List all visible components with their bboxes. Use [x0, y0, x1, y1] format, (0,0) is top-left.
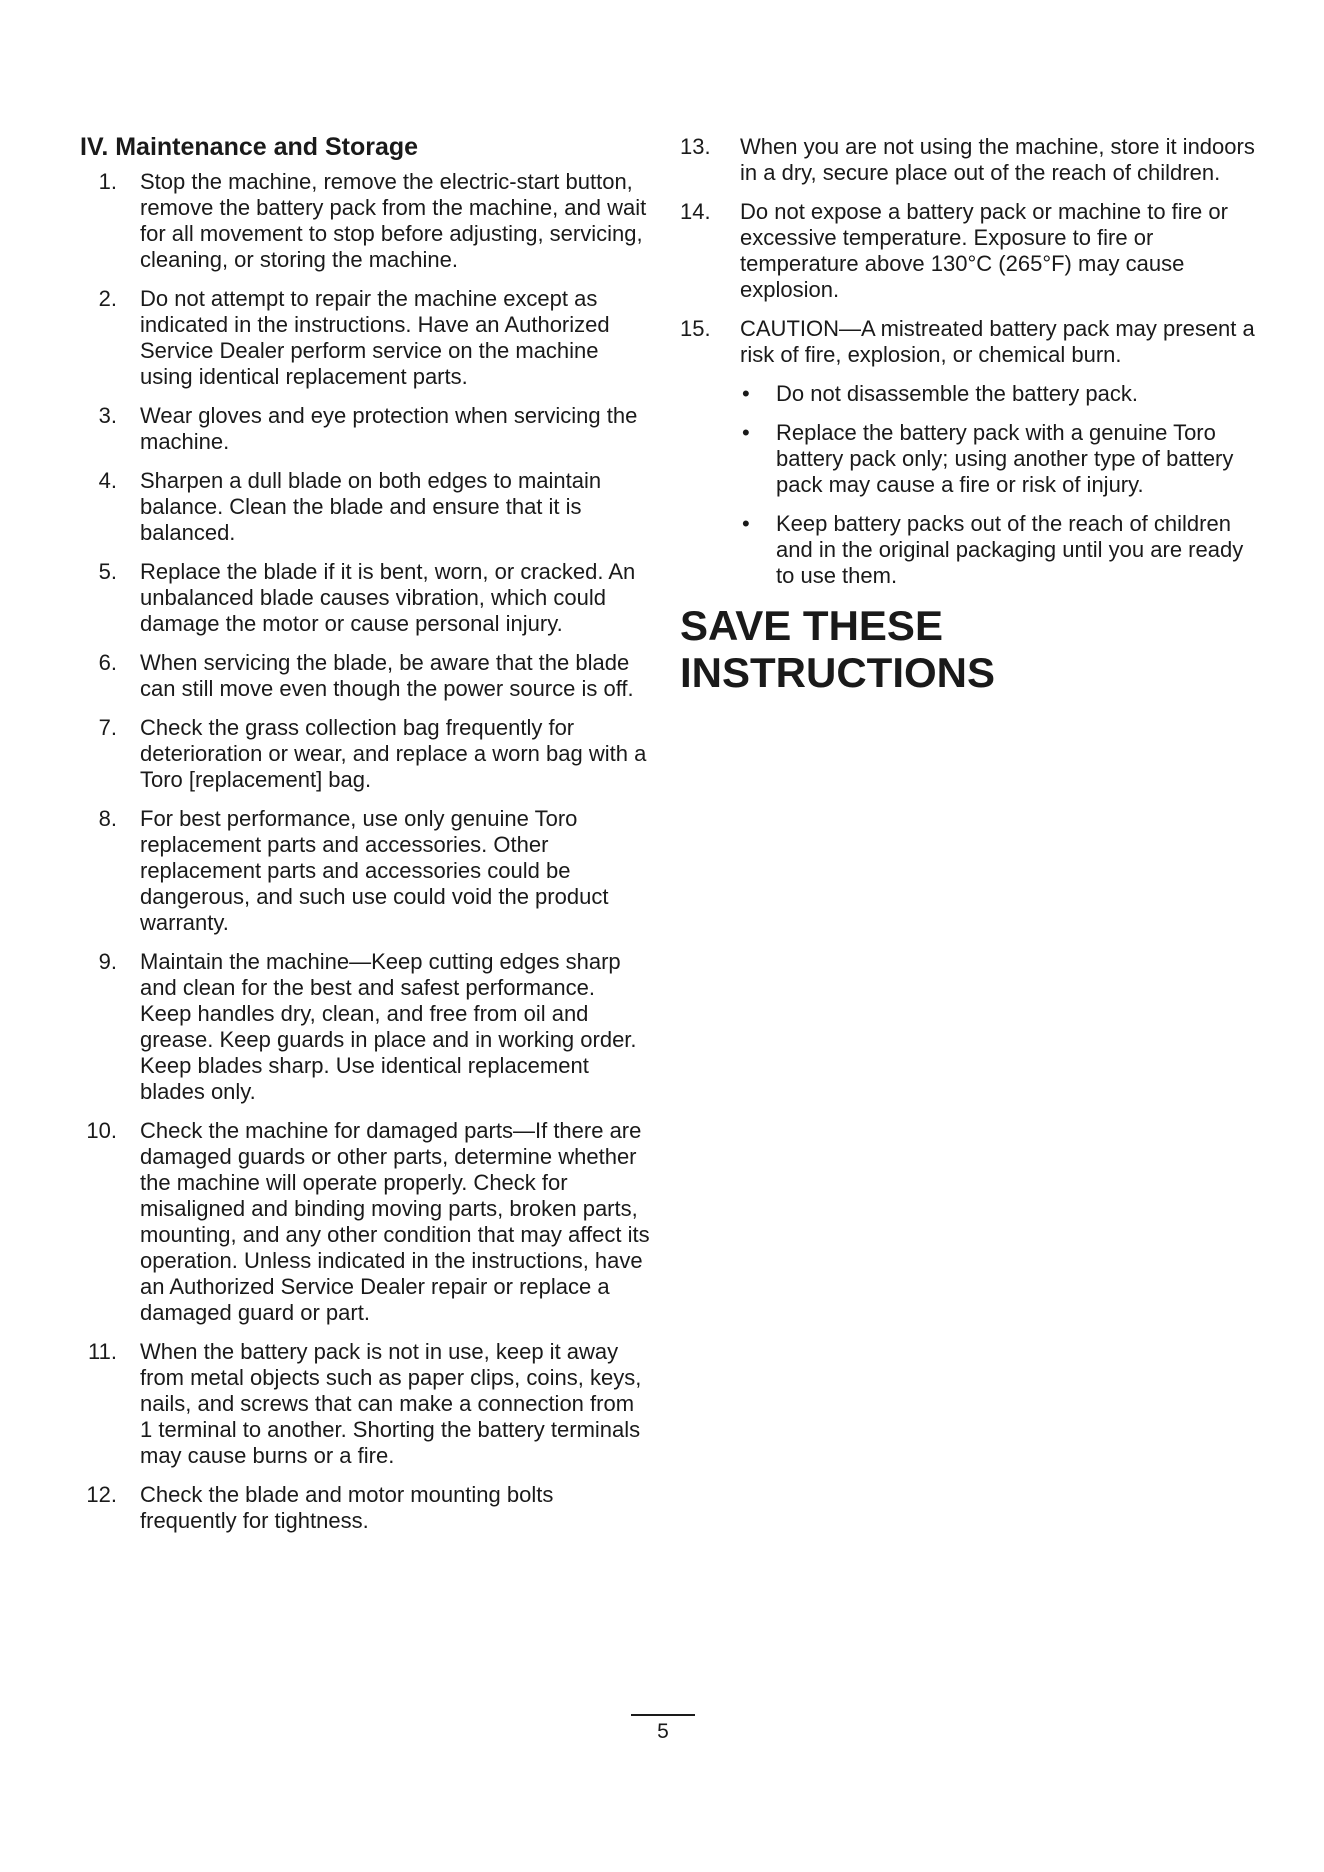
list-item: [80, 949, 650, 1105]
item-number: 13.: [680, 134, 711, 159]
save-heading-line-1: SAVE THESE: [680, 602, 943, 649]
item-number: 3.: [98, 403, 117, 428]
item-text: Do not expose a battery pack or machine to fire or excessive temperature. Exposure to fire or temperature above 130°C (265°F) may cause explosion.: [740, 199, 1228, 302]
item-text: Check the grass collection bag frequently for deterioration or wear, and replace a worn bag with a Toro [replacement] bag.: [140, 715, 647, 792]
item-number: 2.: [98, 286, 117, 311]
bullet-item: [740, 511, 1255, 589]
item-text: Wear gloves and eye protection when servicing the machine.: [140, 403, 638, 454]
list-item: [80, 286, 650, 390]
item-text: When you are not using the machine, store it indoors in a dry, secure place out of the reach of children.: [740, 134, 1255, 185]
item-text: Replace the blade if it is bent, worn, or cracked. An unbalanced blade causes vibration, which could damage the motor or cause personal injury.: [140, 559, 636, 636]
item-number: 12.: [86, 1482, 117, 1507]
item-text: Do not attempt to repair the machine except as indicated in the instructions. Have an Authorized Service Dealer perform service on the machine using identical replacement parts.: [140, 286, 610, 389]
item-number: 5.: [98, 559, 117, 584]
item-text: Check the machine for damaged parts—If there are damaged guards or other parts, determine whether the machine will operate properly. Check for misaligned and binding moving parts, broken parts, mounting, and any other condition that may affect its operation. Unless indicated in the instructions, have an Authorized Service Dealer repair or replace a damaged guard or part.: [140, 1118, 650, 1325]
item-number: 1.: [98, 169, 117, 194]
item-text: Stop the machine, remove the electric-start button, remove the battery pack from the machine, and wait for all movement to stop before adjusting, servicing, cleaning, or storing the machine.: [140, 169, 647, 272]
item-text: CAUTION—A mistreated battery pack may present a risk of fire, explosion, or chemical burn.: [740, 316, 1255, 367]
save-instructions-heading: [680, 602, 1255, 696]
item-text: Check the blade and motor mounting bolts frequently for tightness.: [140, 1482, 554, 1533]
item-text: When the battery pack is not in use, keep it away from metal objects such as paper clips, coins, keys, nails, and screws that can make a connection from 1 terminal to another. Shorting the battery terminals may cause burns or a fire.: [140, 1339, 642, 1468]
item-number: 9.: [98, 949, 117, 974]
bullet-text: Keep battery packs out of the reach of children and in the original packaging until you are ready to use them.: [776, 511, 1244, 588]
item-text: Maintain the machine—Keep cutting edges sharp and clean for the best and safest performance. Keep handles dry, clean, and free from oil and grease. Keep guards in place and in working order. Keep blades sharp. Use identical replacement blades only.: [140, 949, 637, 1104]
list-item: [680, 134, 1255, 186]
item-text: When servicing the blade, be aware that the blade can still move even though the power source is off.: [140, 650, 634, 701]
bullet-icon: •: [742, 381, 750, 406]
page-number: 5: [657, 1720, 669, 1743]
maintenance-list: [80, 169, 650, 1534]
bullet-text: Replace the battery pack with a genuine Toro battery pack only; using another type of battery pack may cause a fire or risk of injury.: [776, 420, 1234, 497]
item-number: 14.: [680, 199, 711, 224]
list-item: [80, 1339, 650, 1469]
bullet-item: [740, 420, 1255, 498]
list-item: [80, 1118, 650, 1326]
section-heading: IV. Maintenance and Storage: [80, 133, 419, 161]
bullet-icon: •: [742, 420, 750, 445]
list-item: [80, 169, 650, 273]
bullet-text: Do not disassemble the battery pack.: [776, 381, 1138, 406]
bullet-item: [740, 381, 1255, 407]
item-number: 11.: [88, 1339, 117, 1364]
caution-bullet-list: [740, 381, 1255, 589]
list-item: [80, 468, 650, 546]
list-item: [80, 806, 650, 936]
item-number: 15.: [680, 316, 711, 341]
item-number: 6.: [98, 650, 117, 675]
list-item: [80, 715, 650, 793]
list-item: [80, 403, 650, 455]
item-text: For best performance, use only genuine Toro replacement parts and accessories. Other replacement parts and accessories could be dangerous, and such use could void the product warranty.: [140, 806, 609, 935]
list-item: [80, 559, 650, 637]
bullet-icon: •: [742, 511, 750, 536]
item-number: 7.: [98, 715, 117, 740]
item-text: Sharpen a dull blade on both edges to maintain balance. Clean the blade and ensure that it is balanced.: [140, 468, 602, 545]
list-item: [680, 316, 1255, 368]
item-number: 4.: [98, 468, 117, 493]
maintenance-list-continued: [680, 134, 1255, 368]
item-number: 10.: [86, 1118, 117, 1143]
list-item: [680, 199, 1255, 303]
item-number: 8.: [98, 806, 117, 831]
footer-rule: [631, 1714, 695, 1716]
right-column: [680, 134, 1255, 696]
save-heading-line-2: INSTRUCTIONS: [680, 649, 995, 696]
left-column: [80, 131, 650, 1547]
list-item: [80, 1482, 650, 1534]
list-item: [80, 650, 650, 702]
